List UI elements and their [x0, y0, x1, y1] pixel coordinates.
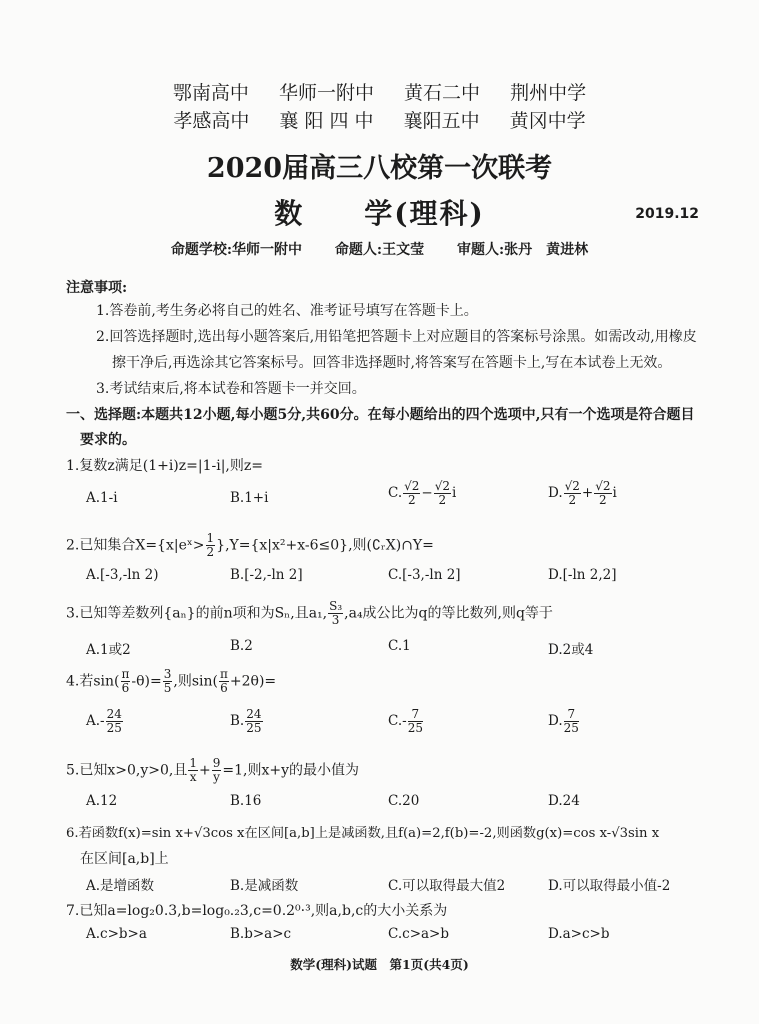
exam-subject: 数 学(理科) [274, 197, 485, 230]
question-6-cont: 在区间[a,b]上 [80, 851, 169, 867]
question-7: 7.已知a=log₂0.3,b=log₀.₂3,c=0.2⁰·³,则a,b,c的大小关系为 [66, 903, 448, 919]
q5-option-d: D.24 [548, 793, 580, 809]
q3-option-b: B.2 [230, 638, 253, 654]
q3-option-a: A.1或2 [86, 642, 131, 658]
school-name: 襄 阳 四 中 [279, 110, 374, 132]
meta-reviewer: 审题人:张丹 黄进林 [456, 242, 589, 258]
schools-row-1 [0, 78, 759, 105]
q5-option-c: C.20 [388, 793, 420, 809]
school-name: 孝感高中 [173, 110, 250, 132]
school-name: 黄冈中学 [509, 110, 586, 132]
question-5: 5.已知x>0,y>0,且 $\frac{1}{x}$ + $\frac{9}{y}$ =1,则x+y的最小值为 [66, 756, 359, 784]
q7-option-d: D.a>c>b [548, 926, 610, 942]
q6-option-a: A.是增函数 [86, 878, 155, 894]
question-3: 3.已知等差数列{aₙ}的前n项和为Sₙ,且a₁, $\frac{\text{S₃}}{3}$ ,a₄成公比为q的等比数列,则q等于 [66, 599, 553, 627]
section-heading: 一、选择题:本题共12小题,每小题5分,共60分。在每小题给出的四个选项中,只有一个选项是符合题目 [66, 407, 695, 423]
q2-option-c: C.[-3,-ln 2] [388, 567, 461, 583]
note-3: 3.考试结束后,将本试卷和答题卡一并交回。 [96, 381, 366, 397]
q3-option-c: C.1 [388, 638, 411, 654]
school-name: 华师一附中 [278, 82, 374, 104]
exam-date: 2019.12 [635, 206, 699, 222]
meta-school: 命题学校:华师一附中 [170, 242, 303, 258]
page-footer: 数学(理科)试题 第1页(共4页) [290, 957, 469, 972]
note-1: 1.答卷前,考生务必将自己的姓名、准考证号填写在答题卡上。 [96, 303, 478, 319]
q7-option-b: B.b>a>c [230, 926, 292, 942]
school-name: 鄂南高中 [172, 82, 249, 104]
q7-option-c: C.c>a>b [388, 926, 450, 942]
q7-option-a: A.c>b>a [86, 926, 147, 942]
note-2-cont: 擦干净后,再选涂其它答案标号。回答非选择题时,将答案写在答题卡上,写在本试卷上无效。 [112, 355, 672, 371]
school-name: 黄石二中 [404, 82, 481, 104]
meta-author: 命题人:王文莹 [334, 242, 425, 258]
q1-option-c: C. $\frac{√2}{2}$ − $\frac{√2}{2}$ i [388, 479, 457, 507]
q4-option-b: B. $\frac{24}{25}$ [230, 707, 262, 735]
q4-option-d: D. $\frac{7}{25}$ [548, 707, 579, 735]
q3-option-d: D.2或4 [548, 642, 594, 658]
section-heading-cont: 要求的。 [80, 432, 136, 448]
q4-option-a: A.- $\frac{24}{25}$ [86, 707, 122, 735]
exam-title: 2020届高三八校第一次联考 [206, 153, 553, 184]
q2-option-a: A.[-3,-ln 2) [86, 567, 159, 583]
school-name: 襄阳五中 [403, 110, 480, 132]
question-4: 4.若sin( $\frac{\pi}{6}$ -θ)= $\frac{3}{5}$ ,则sin( $\frac{\pi}{6}$ +2θ)= [66, 667, 277, 695]
q5-option-a: A.12 [86, 793, 118, 809]
q6-option-b: B.是减函数 [230, 878, 299, 894]
note-2: 2.回答选择题时,选出每小题答案后,用铅笔把答题卡上对应题目的答案标号涂黑。如需改动,用橡皮 [96, 329, 697, 345]
q1-option-d: D. $\frac{√2}{2}$ + $\frac{√2}{2}$ i [548, 479, 617, 507]
schools-row-2 [0, 106, 759, 133]
question-2: 2.已知集合X={x|eˣ> $\frac{1}{2}$ },Y={x|x²+x-6≤0},则(∁ᵣX)∩Y= [66, 531, 434, 559]
q1-option-b: B.1+i [230, 490, 269, 506]
notes-heading: 注意事项: [66, 280, 128, 296]
q6-option-c: C.可以取得最大值2 [388, 878, 506, 894]
question-6: 6.若函数f(x)=sin x+√3cos x在区间[a,b]上是减函数,且f(a)=2,f(b)=-2,则函数g(x)=cos x-√3sin x [66, 826, 660, 841]
q4-option-c: C.- $\frac{7}{25}$ [388, 707, 423, 735]
exam-meta [0, 239, 759, 259]
q5-option-b: B.16 [230, 793, 262, 809]
question-1: 1.复数z满足(1+i)z=|1-i|,则z= [66, 458, 263, 474]
q2-option-d: D.[-ln 2,2] [548, 567, 617, 583]
q2-option-b: B.[-2,-ln 2] [230, 567, 303, 583]
q1-option-a: A.1-i [86, 490, 118, 506]
school-name: 荆州中学 [510, 82, 587, 104]
q6-option-d: D.可以取得最小值-2 [548, 878, 671, 894]
